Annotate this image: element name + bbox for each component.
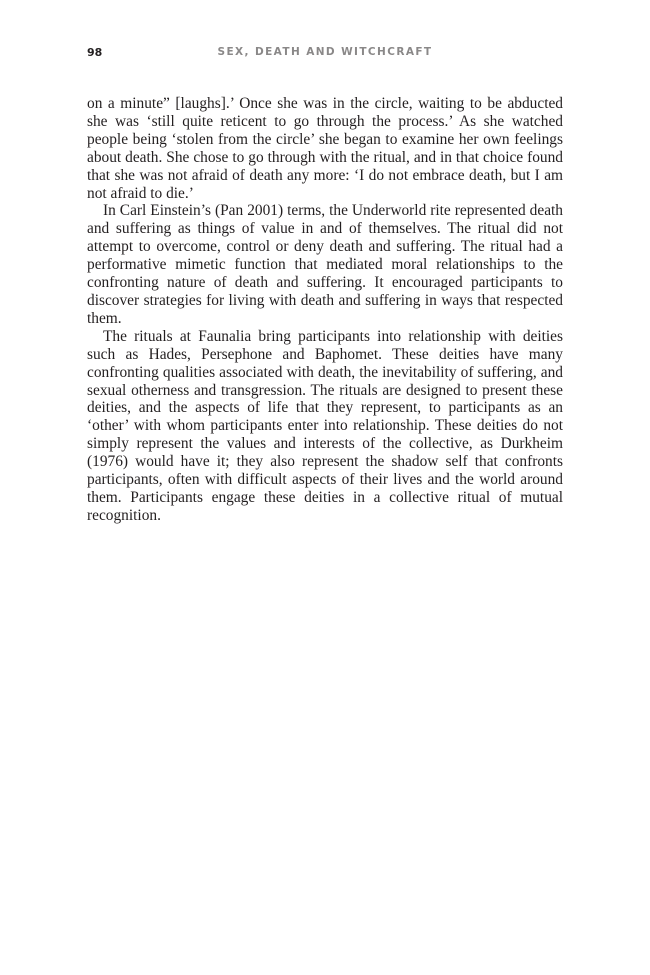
- page-number: 98: [87, 46, 103, 59]
- paragraph: on a minute” [laughs].’ Once she was in the circle, waiting to be abducted she was ‘still quite reticent to go through the process.’ As she watched people being ‘stolen from the circle’ she began to examine her own feelings about death. She chose to go through with the ritual, and in that choice found that she was not afraid of death any more: ‘I do not embrace death, but I am not afraid to die.’: [87, 95, 563, 202]
- body-text: [87, 95, 563, 525]
- running-head: SEX, DEATH AND WITCHCRAFT: [217, 46, 433, 58]
- paragraph: In Carl Einstein’s (Pan 2001) terms, the Underworld rite represented death and suffering as things of value in and of themselves. The ritual did not attempt to overcome, control or deny death and suffering. The ritual had a performative mimetic function that mediated moral relationships to the confronting nature of death and suffering. It encouraged participants to discover strategies for living with death and suffering in ways that respected them.: [87, 202, 563, 327]
- paragraph: The rituals at Faunalia bring participants into relationship with deities such as Hades, Persephone and Baphomet. These deities have many confronting qualities associated with death, the inevitability of suffering, and sexual otherness and transgression. The rituals are designed to present these deities, and the aspects of life that they represent, to participants as an ‘other’ with whom participants enter into relationship. These deities do not simply represent the values and interests of the collective, as Durkheim (1976) would have it; they also represent the shadow self that confronts participants, often with difficult aspects of their lives and the world around them. Participants engage these deities in a collective ritual of mutual recognition.: [87, 327, 563, 524]
- page-header: [87, 46, 563, 64]
